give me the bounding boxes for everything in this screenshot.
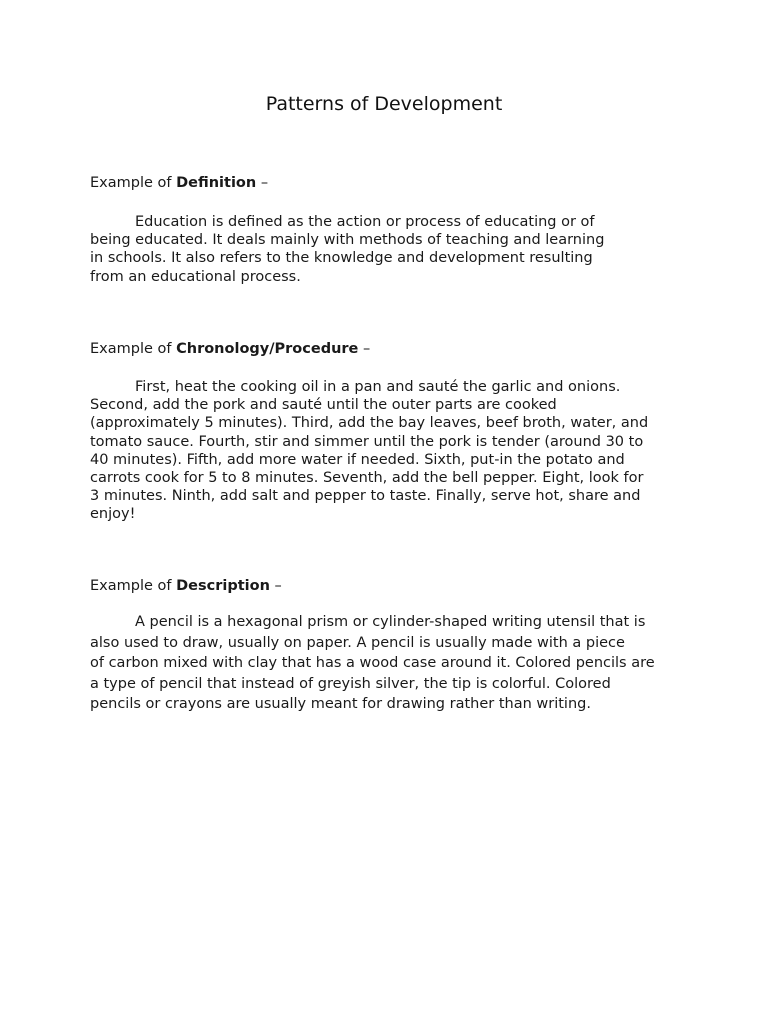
paragraph-line: enjoy! [90, 506, 136, 523]
paragraph-line: Second, add the pork and sauté until the outer parts are cooked [90, 397, 557, 414]
heading-prefix: Example of [90, 175, 177, 191]
section-heading-definition [90, 174, 268, 192]
paragraph-line: (approximately 5 minutes). Third, add the bay leaves, beef broth, water, and [90, 415, 649, 432]
paragraph-line: 3 minutes. Ninth, add salt and pepper to taste. Finally, serve hot, share and [90, 488, 641, 505]
paragraph-line: A pencil is a hexagonal prism or cylinder-shaped writing utensil that is [135, 614, 646, 630]
paragraph-line: being educated. It deals mainly with methods of teaching and learning [90, 232, 605, 249]
heading-term: Chronology/Procedure [176, 341, 359, 357]
heading-term: Definition [176, 175, 257, 191]
paragraph-line: in schools. It also refers to the knowledge and development resulting [90, 250, 593, 267]
heading-prefix: Example of [90, 578, 177, 594]
heading-term: Description [176, 578, 270, 594]
paragraph-line: Education is defined as the action or process of educating or of [135, 214, 595, 230]
heading-prefix: Example of [90, 341, 177, 357]
heading-suffix: – [256, 175, 269, 191]
page-title: Patterns of Development [265, 93, 503, 115]
paragraph-description [90, 612, 680, 715]
paragraph-line: carrots cook for 5 to 8 minutes. Seventh, add the bell pepper. Eight, look for [90, 470, 644, 487]
section-heading-chronology [90, 340, 370, 358]
paragraph-line: from an educational process. [90, 268, 301, 285]
section-heading-description [90, 577, 282, 595]
paragraph-line: a type of pencil that instead of greyish silver, the tip is colorful. Colored [90, 675, 611, 692]
paragraph-definition [90, 213, 680, 286]
paragraph-line: also used to draw, usually on paper. A pencil is usually made with a piece [90, 634, 625, 651]
paragraph-chronology [90, 378, 680, 524]
paragraph-line: 40 minutes). Fifth, add more water if needed. Sixth, put-in the potato and [90, 451, 625, 468]
heading-suffix: – [269, 578, 282, 594]
paragraph-line: tomato sauce. Fourth, stir and simmer until the pork is tender (around 30 to [90, 433, 644, 450]
heading-suffix: – [358, 341, 371, 357]
paragraph-line: First, heat the cooking oil in a pan and sauté the garlic and onions. [135, 379, 621, 395]
paragraph-line: of carbon mixed with clay that has a wood case around it. Colored pencils are [90, 655, 655, 671]
paragraph-line: pencils or crayons are usually meant for drawing rather than writing. [90, 696, 591, 712]
